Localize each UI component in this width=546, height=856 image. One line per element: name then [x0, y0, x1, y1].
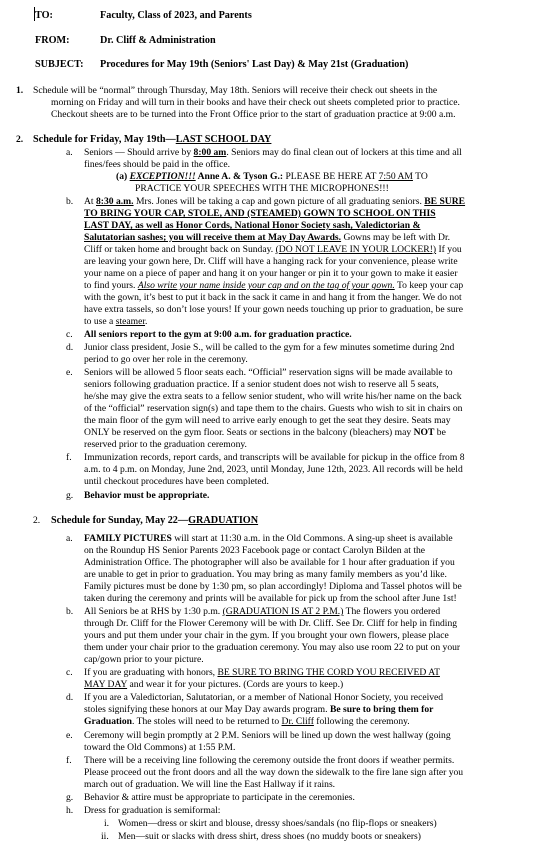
- item-3b-line: All Seniors be at RHS by 1:30 p.m. (GRADUATION IS AT 2 P.M.) The flowers you ordered: [84, 606, 441, 617]
- item-2a-line: fines/fees should be paid in the office.: [84, 159, 231, 170]
- item-2a-line: Seniors — Should arrive by 8:00 am. Seniors may do final clean out of lockers at this time and all: [84, 147, 462, 158]
- item-2c-line: All seniors report to the gym at 9:00 a.m. for graduation practice.: [84, 329, 352, 340]
- item-3c-line: MAY DAY and wear it for your pictures. (Cords are yours to keep.): [84, 679, 344, 690]
- section-3-number: 2.: [33, 515, 41, 526]
- item-2b-line: to find yours. Also write your name inside your cap and on the tag of your gown. To keep your cap: [84, 280, 464, 291]
- dress-women-line: Women—dress or skirt and blouse, dressy shoes/sandals (no flip-flops or sneakers): [118, 818, 437, 829]
- item-marker: e.: [66, 367, 73, 378]
- item-3a-line: Family pictures must be done by 1:30 pm, so plan accordingly! Diploma and Tassel photos will be: [84, 581, 462, 592]
- section-1-line: Schedule will be “normal” through Thursday, May 18th. Seniors will receive their check out sheets in the: [33, 85, 438, 96]
- item-marker: g.: [66, 792, 74, 803]
- section-1-number: 1.: [16, 85, 24, 96]
- subject-value: Procedures for May 19th (Seniors' Last Day) & May 21st (Graduation): [100, 59, 409, 70]
- item-marker: a.: [66, 147, 73, 158]
- item-2g-line: Behavior must be appropriate.: [84, 490, 210, 501]
- section-3-title: Schedule for Sunday, May 22—GRADUATION: [51, 515, 259, 526]
- item-marker: d.: [66, 692, 74, 703]
- item-2e-line: the main floor of the gym will need to arrive early enough to get the seat they desire. Seats may: [84, 415, 451, 426]
- item-marker: c.: [66, 667, 73, 678]
- item-3b-line: cap/gown prior to your picture.: [84, 654, 204, 665]
- dress-men-line: Men—suit or slacks with dress shirt, dress shoes (no muddy boots or sneakers): [118, 831, 421, 842]
- item-marker: f.: [66, 452, 72, 463]
- item-3f-line: There will be a receiving line following the ceremony outside the front doors if weather permits.: [84, 755, 455, 766]
- item-2b-line: TO BRING YOUR CAP, STOLE, AND (STEAMED) GOWN TO SCHOOL ON THIS: [84, 208, 436, 219]
- item-2f-line: Immunization records, report cards, and transcripts will be available for pickup in the office from 8: [84, 452, 465, 463]
- item-marker: c.: [66, 329, 73, 340]
- item-2e-line: seniors following graduation practice. If a senior student does not wish to reserve all 5 seats,: [84, 379, 439, 390]
- item-2d-line: period to go over her role in the ceremony.: [84, 354, 248, 365]
- item-3f-line: Please proceed out the front doors and all the way down the sidewalk to the fire lane sign after you: [84, 767, 464, 778]
- item-3c-line: If you are graduating with honors, BE SURE TO BRING THE CORD YOU RECEIVED AT: [84, 667, 440, 678]
- to-label: TO:: [35, 10, 53, 21]
- item-marker: a.: [66, 533, 73, 544]
- item-2e-line: of the “official” reservation sign(s) and tape them to the chairs. Guests who wish to sit in chairs on: [84, 403, 463, 414]
- to-value: Faculty, Class of 2023, and Parents: [100, 10, 252, 21]
- section-1-line: morning on Friday and will turn in their books and have their check out sheets completed prior to practice.: [51, 97, 460, 108]
- item-2b-line: Cliff or taken home and brought back on Sunday. (DO NOT LEAVE IN YOUR LOCKER!) If you: [84, 244, 462, 255]
- item-2e-line: Seniors will be allowed 5 floor seats each. “Official” reservation signs will be made available to: [84, 367, 453, 378]
- section-2-title: Schedule for Friday, May 19th—LAST SCHOOL DAY: [33, 134, 272, 145]
- item-2d-line: Junior class president, Josie S., will be called to the gym for a few minutes sometime during 2nd: [84, 342, 455, 353]
- exception-line: PRACTICE YOUR SPEECHES WITH THE MICROPHONES!!!: [135, 183, 389, 194]
- from-label: FROM:: [35, 35, 70, 46]
- item-2b-line: with the gown, it’s best to put it back in the sack it came in and hang it from the hanger. We do not: [84, 292, 462, 303]
- item-2f-line: until checkout procedures have been completed.: [84, 476, 269, 487]
- item-2b-line: your name on a piece of paper and hang it on your hanger or pin it to your gown to make it easier: [84, 268, 458, 279]
- item-marker: b.: [66, 196, 74, 207]
- item-3g-line: Behavior & attire must be appropriate to participate in the ceremonies.: [84, 792, 355, 803]
- exception-line: (a) EXCEPTION!!! Anne A. & Tyson G.: PLEASE BE HERE AT 7:50 AM TO: [116, 171, 428, 182]
- item-3a-line: are unable to get in prior to graduation. You may bring as many family members as you’d like.: [84, 569, 447, 580]
- item-marker: f.: [66, 755, 72, 766]
- item-3e-line: toward the Old Commons) at 1:55 P.M.: [84, 742, 236, 753]
- item-marker: e.: [66, 730, 73, 741]
- item-2b-line: At 8:30 a.m. Mrs. Jones will be taking a cap and gown picture of all graduating seniors. BE SURE: [84, 196, 466, 207]
- subject-label: SUBJECT:: [35, 59, 84, 70]
- item-3f-line: march out of graduation. We will line the East Hallway if it rains.: [84, 779, 336, 790]
- item-marker: b.: [66, 606, 74, 617]
- section-1-line: Checkout sheets are to be turned into the Front Office prior to the start of graduation practice at 9:00 a.m.: [51, 109, 456, 120]
- item-marker: i.: [104, 818, 110, 829]
- item-3b-line: through Dr. Cliff for the Flower Ceremony will be with Dr. Cliff. See Dr. Cliff for help in finding: [84, 618, 458, 629]
- item-2b-line: Salutatorian sashes; you will receive them at May Day Awards. Gowns may be left with Dr.: [84, 232, 451, 243]
- item-3d-line: Graduation. The stoles will need to be returned to Dr. Cliff following the ceremony.: [84, 716, 410, 727]
- item-2b-line: have extra tassels, so don’t lose yours! If your gown needs touching up prior to graduation, be sure: [84, 304, 463, 315]
- section-2-number: 2.: [16, 134, 24, 145]
- item-marker: d.: [66, 342, 74, 353]
- item-2b-line: LAST DAY, as well as Honor Cords, National Honor Society sash, Valedictorian &: [84, 220, 421, 231]
- item-3b-line: yours and put them under your chair in the gym. If you brought your own flowers, please place: [84, 630, 449, 641]
- item-marker: ii.: [101, 831, 109, 842]
- item-2e-line: he/she may give the extra seats to a fellow senior student, who will write his/her name on the back: [84, 391, 462, 402]
- item-3a-line: FAMILY PICTURES will start at 11:30 a.m. in the Old Commons. A sing-up sheet is available: [84, 533, 453, 544]
- item-marker: h.: [66, 805, 74, 816]
- item-marker: g.: [66, 490, 74, 501]
- item-3a-line: taken during the ceremony and prints will be available for pick up from the school after June 1st!: [84, 593, 457, 604]
- item-3d-line: If you are a Valedictorian, Salutatorian, or a member of National Honor Society, you received: [84, 692, 444, 703]
- from-value: Dr. Cliff & Administration: [100, 35, 216, 46]
- item-3e-line: Ceremony will begin promptly at 2 P.M. Seniors will be lined up down the west hallway (going: [84, 730, 451, 741]
- item-3d-line: stoles signifying these honors at our May Day awards program. Be sure to bring them for: [84, 704, 434, 715]
- item-2b-line: to use a steamer.: [84, 316, 148, 327]
- item-2f-line: a.m. to 4 p.m. on Monday, June 2nd, 2023, until Monday, June 12th, 2023. All records will be held: [84, 464, 463, 475]
- item-3h-line: Dress for graduation is semiformal:: [84, 805, 221, 816]
- item-2e-line: ONLY be reserved on the gym floor. Seats or sections in the balcony (bleachers) may NOT be: [84, 427, 446, 438]
- item-2e-line: reserved prior to the graduation ceremony.: [84, 439, 247, 450]
- item-3a-line: on the Roundup HS Senior Parents 2023 Facebook page or contact Carolyn Bilden at the: [84, 545, 426, 556]
- item-3a-line: Administration Office. The photographer will also be available for 1 hour after graduation if you: [84, 557, 455, 568]
- item-3b-line: them under your chair prior to the graduation ceremony. You may also use room 22 to put on your: [84, 642, 461, 653]
- item-2b-line: are leaving your gown here, Dr. Cliff will have a hanging rack for your convenience, please write: [84, 256, 458, 267]
